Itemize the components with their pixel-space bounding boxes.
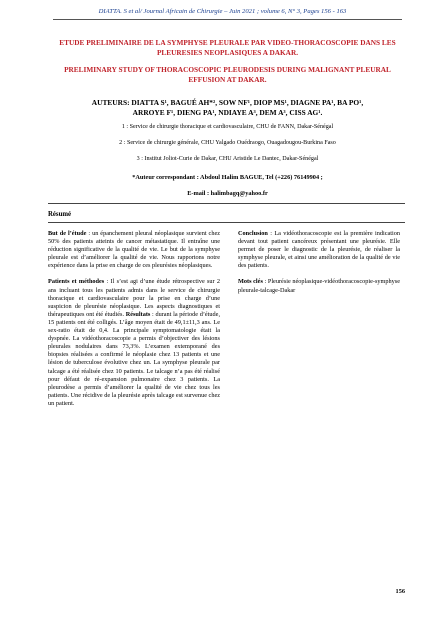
author-list [48,98,407,118]
header-divider [53,19,402,20]
results-label: Résultats [125,310,151,318]
conclusion-label: Conclusion [238,230,268,237]
title-english: PRELIMINARY STUDY OF THORACOSCOPIC PLEURODESIS DURING MALIGNANT PLEURAL EFFUSION AT DAKAR. [64,65,391,84]
conclusion-text: : La vidéothoracoscopie est la première indication devant tout patient cancéreux présentant une pleurésie. Elle permet de poser le diagnostic de la pleurésie, de réaliser la symphyse pleurale, et ainsi une amélioration de la qualité de vie des patients. [238,230,400,270]
affiliation-2: 2 : Service de chirurgie générale, CHU Yalgado Ouédraogo, Ouagadougou-Burkina Faso [119,140,336,146]
affiliation-3: 3 : Institut Joliot-Curie de Dakar, CHU Aristide Le Dantec, Dakar-Sénégal [136,156,319,162]
abstract-objective [48,230,220,270]
methods-text: : Il s’est agi d’une étude rétrospective sur 2 ans incluant tous les patients admis dans le service de chirurgie thoracique et cardiovasculaire pour la prise en charge d’une suspicion de pleurésie néoplasique. Les aspects diagnostiques et thérapeutiques ont été étudiés. [48,278,221,318]
title-french: ETUDE PRELIMINAIRE DE LA SYMPHYSE PLEURALE PAR VIDEO-THORACOSCOPIE DANS LES PLEURESIES NEOPLASIQUES A DAKAR. [59,38,396,57]
abstract-right-column [238,230,400,295]
abstract-keywords [238,278,400,294]
authors-line-1: AUTEURS: DIATTA S¹, BAGUÉ AH*², SOW NF¹, DIOP MS¹, DIAGNE PA¹, BA PO¹, [91,98,364,107]
abstract-left-column [48,230,220,408]
keywords-label: Mots clés [238,278,263,286]
abstract-heading: Résumé [48,211,72,218]
authors-line-2: ARROYE F¹, DIENG PA¹, NDIAYE A³, DEM A³, CISS AG¹. [132,108,323,118]
methods-label: Patients et méthodes [48,278,105,286]
objective-text: : un épanchement pleural néoplasique survient chez 50% des patients atteints de cancer métastatique. Il entraîne une réduction significative de la qualité de vie. Le but de la symphyse pleurale est d’améliorer la qualité de vie. Nous rapportons notre expérience dans la prise en charge de ces pleurésies néoplasiques. [48,230,221,270]
title-block [48,38,407,84]
section-divider [48,222,405,223]
abstract-methods-results [48,278,220,408]
running-header: DIATTA. S et al/ Journal Africain de Chirurgie – Juin 2021 ; volume 6, N° 3, Pages 156 - 163 [98,8,347,15]
section-divider [48,203,405,204]
corresponding-author: *Auteur correspondant : Abdoul Halim BAGUE, Tel (+226) 76149904 ; [132,174,323,181]
objective-label: But de l’étude [48,230,87,237]
corresponding-email: E-mail : halimbagq@yahoo.fr [187,190,268,197]
abstract-conclusion [238,230,400,270]
page-number: 156 [395,588,405,595]
affiliation-1: 1 : Service de chirurgie thoracique et cardiovasculaire, CHU de FANN, Dakar-Sénégal [121,124,334,130]
results-text: : durant la période d’étude, 15 patients ont été colligés. L’âge moyen était de 49,1±11,3 ans. Le sex-ratio était de 0,4. La principale symptomatologie était la dyspnée. La vidéothoracoscopie a permis d’objectiver des lésions pleurales nodulaires dans 73,3%. L’examen extemporané des biopsies réalisées a confirmé le néoplasie chez 13 patients et une lésion de tuberculose évolutive chez un. La symphyse pleurale par talcage a été réalisée chez 10 patients. Le talcage n’a pas été réalisé pour défaut de ré-expansion pulmonaire chez 3 patients. La pleurodèse a permis d’améliorer la qualité de vie chez tous les patients. Une récidive de la pleurésie après talcage est survenue chez un patient. [48,310,221,407]
keywords-text: : Pleurésie néoplasique-vidéothoracoscopie-symphyse pleurale-talcage-Dakar [238,278,400,294]
